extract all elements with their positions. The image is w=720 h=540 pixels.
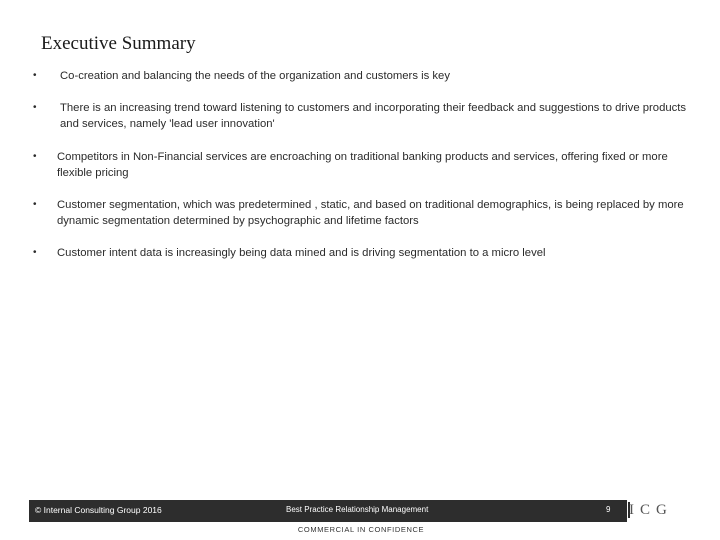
bullet-marker: • bbox=[33, 102, 37, 113]
bullet-text: There is an increasing trend toward listening to customers and incorporating their feedback and suggestions to drive products and services, namely 'lead user innovation' bbox=[60, 102, 687, 130]
confidential-label: COMMERCIAL IN CONFIDENCE bbox=[297, 525, 425, 534]
footer-copyright: © Internal Consulting Group 2016 bbox=[35, 505, 162, 515]
page-number: 9 bbox=[606, 505, 611, 514]
footer-title: Best Practice Relationship Management bbox=[286, 505, 429, 514]
bullet-text: Customer segmentation, which was predetermined , static, and based on traditional demographics, is being replaced by more dynamic segmentation determined by psychographic and lifetime factors bbox=[57, 199, 684, 227]
bullet-marker: • bbox=[33, 199, 37, 210]
footer-bar bbox=[29, 500, 627, 522]
bullet-marker: • bbox=[33, 247, 37, 258]
slide-title: Executive Summary bbox=[41, 33, 196, 54]
bullet-marker: • bbox=[33, 70, 37, 81]
icg-logo: ICG bbox=[629, 502, 673, 518]
bullet-marker: • bbox=[33, 151, 37, 162]
bullet-text: Co-creation and balancing the needs of the organization and customers is key bbox=[60, 70, 450, 82]
bullet-text: Competitors in Non-Financial services are encroaching on traditional banking products and services, offering fixed or more flexible pricing bbox=[57, 151, 668, 179]
bullet-text: Customer intent data is increasingly being data mined and is driving segmentation to a micro level bbox=[57, 247, 546, 259]
